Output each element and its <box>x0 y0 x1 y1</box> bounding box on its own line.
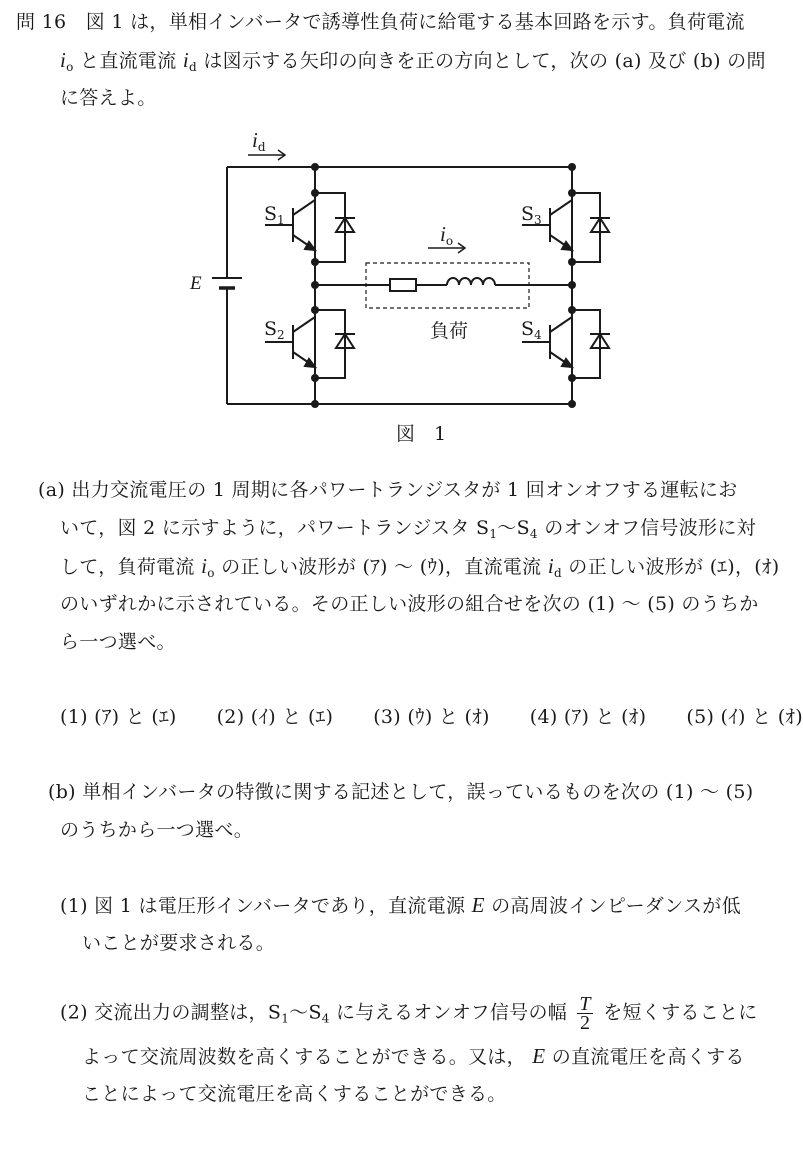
part-b-item-2-line-2 <box>82 1044 745 1069</box>
intro-text: と直流電流 <box>80 50 177 72</box>
problem-intro-line-3: に答えよ。 <box>60 87 157 109</box>
diode-d1 <box>315 193 355 262</box>
symbol-i: i <box>60 48 67 72</box>
label-s4 <box>521 318 542 342</box>
part-b-line-1: (b) 単相インバータの特徴に関する記述として，誤っているものを次の (1) 〜 (5) <box>48 781 754 803</box>
part-b-text: に与えるオンオフ信号の幅 <box>336 1001 568 1024</box>
symbol-sub-o: o <box>207 566 215 580</box>
symbol-sub-d: d <box>257 140 266 154</box>
switch-index: 4 <box>321 1011 330 1026</box>
option-4[interactable]: (4) (ｱ) と (ｵ) <box>529 706 647 728</box>
symbol-i: i <box>440 222 446 246</box>
part-a-text: の正しい波形が (ｱ) 〜 (ｳ)，直流電流 <box>221 556 542 578</box>
switch-index: 4 <box>529 527 538 541</box>
part-b-text: の直流電圧を高くする <box>551 1046 745 1068</box>
label-source-e: E <box>190 273 202 294</box>
symbol-s: S <box>476 517 490 539</box>
symbol-sub-o: o <box>66 60 74 74</box>
inverter-circuit-diagram <box>0 0 787 450</box>
symbol-i: i <box>547 554 554 578</box>
label-s2 <box>264 318 285 342</box>
switch-index: 3 <box>534 213 542 227</box>
symbol-s: S <box>267 1001 282 1024</box>
problem-number: 問 16 <box>16 11 67 33</box>
fraction-t-over-2 <box>577 995 592 1032</box>
option-3[interactable]: (3) (ｳ) と (ｵ) <box>373 706 490 728</box>
part-b-text: の高周波インピーダンスが低 <box>491 895 741 917</box>
part-a-line-2 <box>60 516 756 546</box>
fraction-numerator: T <box>579 993 591 1015</box>
load-inductor <box>447 278 495 285</box>
part-a-line-3 <box>60 554 779 585</box>
symbol-e: E <box>532 1044 546 1068</box>
symbol-i: i <box>182 48 190 72</box>
label-io <box>440 222 453 248</box>
symbol-s: S <box>264 318 278 340</box>
diode-d2 <box>315 310 355 378</box>
switch-index: 1 <box>489 527 498 541</box>
label-id <box>252 128 266 154</box>
symbol-s: S <box>264 203 278 225</box>
symbol-sub-d: d <box>189 60 197 74</box>
symbol-s: S <box>521 318 535 340</box>
diode-d3 <box>572 193 610 262</box>
part-a-text: して，負荷電流 <box>60 556 195 578</box>
option-5[interactable]: (5) (ｲ) と (ｵ) <box>686 706 803 728</box>
symbol-sub-d: d <box>553 566 562 580</box>
part-a-line-5: ら一つ選べ。 <box>60 631 176 653</box>
part-a-text: いて，図 2 に示すように，パワートランジスタ <box>60 517 470 539</box>
switch-index: 2 <box>277 328 285 342</box>
tilde: 〜 <box>289 1001 309 1024</box>
switch-index: 1 <box>281 1011 290 1026</box>
option-2[interactable]: (2) (ｲ) と (ｴ) <box>216 706 334 728</box>
part-b-text: を短くすることに <box>603 1001 758 1024</box>
figure-caption: 図 1 <box>396 423 447 445</box>
label-s3 <box>521 203 542 227</box>
part-a-text: のオンオフ信号波形に対 <box>544 517 756 539</box>
part-b-item-2-line-1 <box>60 995 758 1033</box>
symbol-s: S <box>516 517 530 539</box>
part-a-line-1: (a) 出力交流電圧の 1 周期に各パワートランジスタが 1 回オンオフする運転にお <box>38 479 738 501</box>
intro-text: は図示する矢印の向きを正の方向として，次の (a) 及び (b) の問 <box>203 50 766 72</box>
part-b-item-1-line-1 <box>60 893 741 918</box>
part-a-options <box>60 705 803 729</box>
switch-index: 4 <box>534 328 542 342</box>
part-b-item-2-line-3: ことによって交流電圧を高くすることができる。 <box>82 1083 507 1105</box>
part-b-text: (1) 図 1 は電圧形インバータであり，直流電源 <box>60 895 466 917</box>
part-b-text: (2) 交流出力の調整は， <box>60 1001 268 1024</box>
part-a-text: の正しい波形が (ｴ)，(ｵ) <box>568 556 780 578</box>
intro-text: 図 1 は，単相インバータで誘導性負荷に給電する基本回路を示す。負荷電流 <box>85 11 745 33</box>
fraction-denominator: 2 <box>579 1012 591 1034</box>
symbol-e: E <box>471 893 485 917</box>
part-b-text: よって交流周波数を高くすることができる。又は， <box>82 1046 526 1068</box>
part-a-line-4: のいずれかに示されている。その正しい波形の組合せを次の (1) 〜 (5) のうちか <box>60 593 759 615</box>
diode-d4 <box>572 310 610 378</box>
part-b-item-1-line-2: いことが要求される。 <box>82 932 276 954</box>
symbol-i: i <box>252 128 258 152</box>
symbol-s: S <box>308 1001 322 1024</box>
tilde: 〜 <box>497 517 517 539</box>
symbol-i: i <box>201 554 208 578</box>
load-resistor <box>390 279 416 291</box>
load-label: 負荷 <box>430 320 469 342</box>
option-1[interactable]: (1) (ｱ) と (ｴ) <box>60 706 177 728</box>
symbol-sub-o: o <box>445 234 454 248</box>
label-s1 <box>264 203 285 227</box>
part-b-line-2: のうちから一つ選べ。 <box>60 819 254 841</box>
symbol-s: S <box>521 203 535 225</box>
switch-index: 1 <box>277 213 285 227</box>
